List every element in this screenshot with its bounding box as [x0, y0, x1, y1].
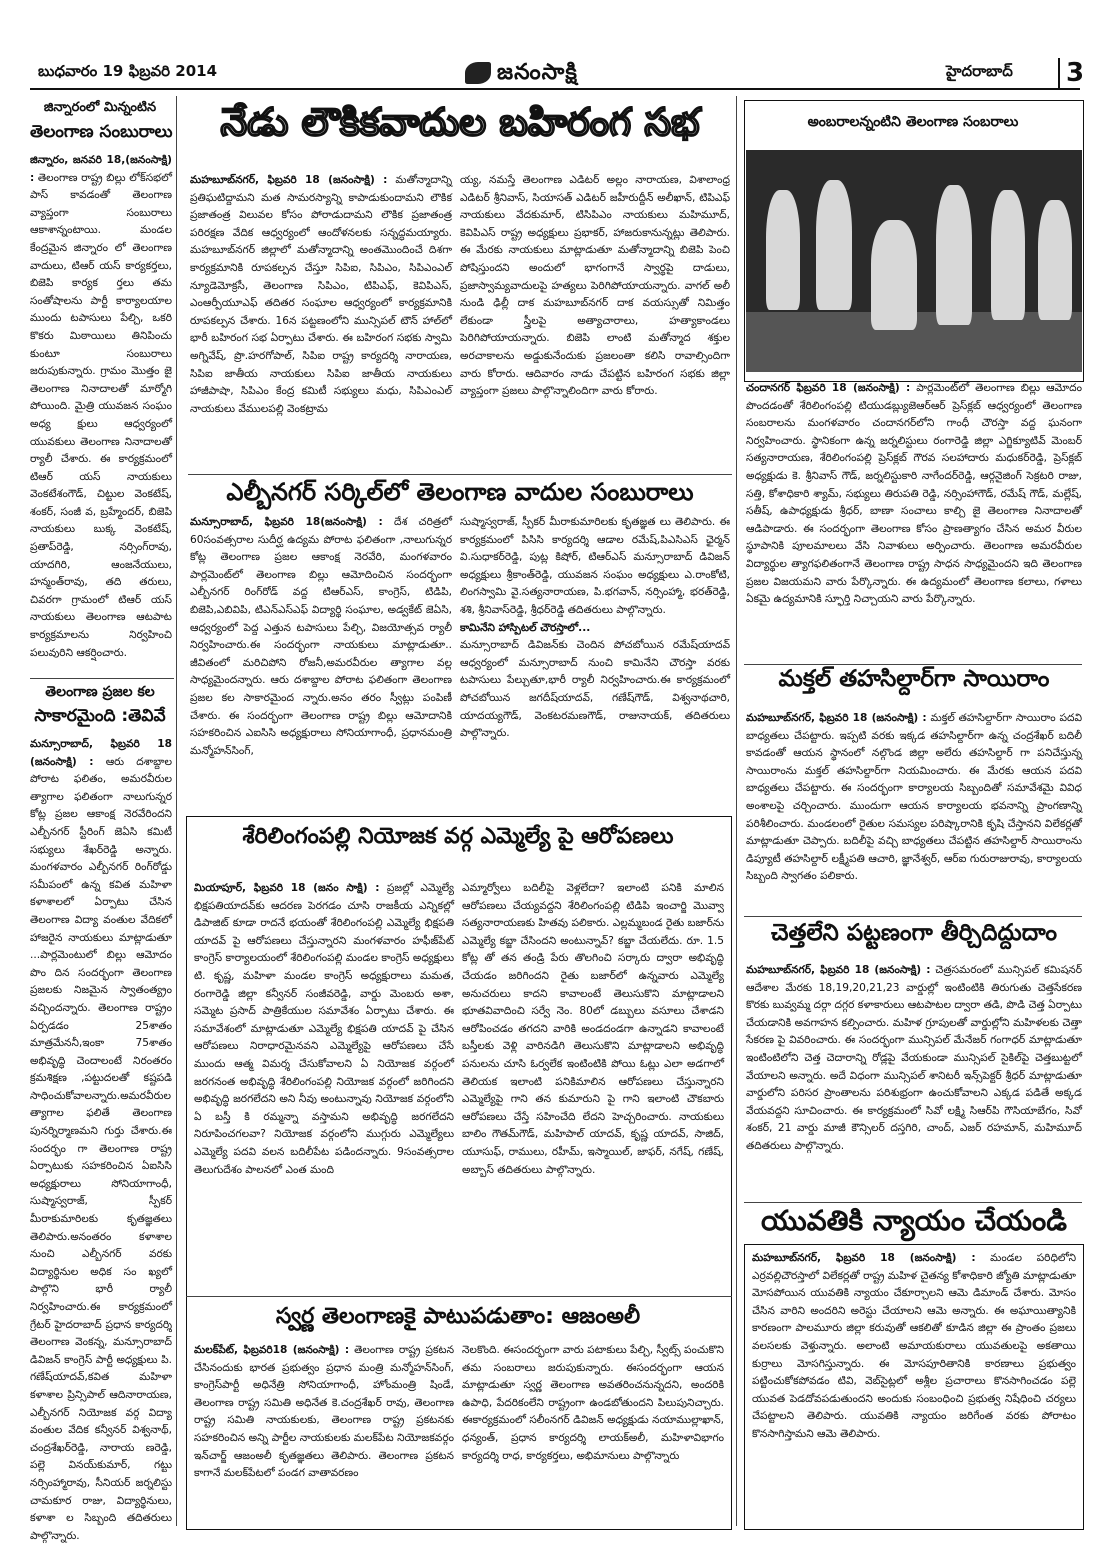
- dateline: మహబూబ్‌నగర్, ఫిబ్రవరి 18 (జనంసాక్షి) :: [746, 712, 927, 724]
- justice-headline: యువతికి న్యాయం చేయండి: [761, 1204, 1067, 1237]
- dateline: చందానగర్ ఫిబ్రవరి 18 (జనంసాక్షి) :: [746, 382, 911, 394]
- left-headline-2a: తెలంగాణ ప్రజల కల: [45, 684, 155, 700]
- section-rule: [30, 678, 174, 679]
- article-body: ప్రజల్లో ఎమ్మెల్యే భిక్షపతియాదవ్‌కు ఆదరణ పెరగడం చూసి రాజకీయ ఎన్నికల్లో డిపాజిట్ కూడా రాదనే భయంతో శేరిలింగంపల్లి ఎమ్మెల్యే భిక్షపతి యాదవ్ పై ఆరోపణలు చేస్తున్నారని మంగళవారం హఫీజ్‌పేట్ కాంగ్రెస్ కార్యాలయంలో శేరిలింగంపల్లి మండల కాంగ్రెస్ అధ్యక్షులు టి. కృష్ణ, మహిళా మండల కాంగ్రెస్ అధ్యక్షురాలు మమత, రంగారెడ్డి జిల్లా కన్వీనర్ సంజీవరెడ్డి, వార్డు మెంబరు అశా, సమ్మెట ప్రసాద్ పాత్రికేయుల సమావేశం ఏర్పాటు చేశారు. ఈ సమావేశంలో మాట్లాడుతూ ఎమ్మెల్యే భిక్షపతి యాదవ్ పై చేసిన ఆరోపణలు నిరాధారమైనవని ఎమ్మెల్యేపై ఆరోపణలు చేసే ముందు ఆత్మ విమర్శ చేసుకోవాలని ఏ నియోజక వర్గంలో జరగనంత అభివృద్ధి శేరిలింగంపల్లి నియోజక వర్గంలో జరిగిందని అభివృద్ధి జరగలేదని అని నీవు అంటున్నావు నియోజక వర్గంలోని ఏ బస్తీ కి రమ్మన్నా వస్తామని అభివృద్ధి జరగలేదని నిరూపించగలవా? నియోజక వర్గంలోని ముగ్గురు ఎమ్మెల్యేలు ఎమ్మెల్యే పదవి వలన బదిలీపేట పడిందన్నారు. 9సంవత్సరాల తెలుగుదేశం పాలనలో ఎంత మంది: [194, 882, 454, 1176]
- left-kicker: జిన్నారంలో మిన్నంటిన: [43, 100, 157, 115]
- lbnagar-article-col1: [190, 514, 452, 806]
- section-rule: [188, 474, 732, 475]
- article-body: సుష్మాస్వరాజ్, స్పీకర్ మీరాకుమారిలకు కృతజ్ఞత లు తెలిపారు. ఈ కార్యక్రమంలో పిసిసి కార్యదర్శి ఆడాల రమేష్,పిఎసిఎస్ ఛైర్మన్ వి.సుధాకర్‌రెడ్డి, పుట్ల కిషోర్, టిఆర్ఎస్ మన్సూరాబాద్ డివిజన్ అధ్యక్షులు శ్రీకాంత్‌రెడ్డి, యువజన సంఘం అధ్యక్షులు ఎ.రాంకోటి, లింగస్వామి వై.సత్యనారాయణ, పి.భగవాన్, నర్సింహ్మా, భరత్‌రెడ్డి, శశి, శ్రీనివాస్‌రెడ్డి, శ్రీధర్‌రెడ్డి తదితరులు పాల్గొన్నారు.: [460, 516, 730, 616]
- garbage-article: [746, 962, 1082, 1196]
- article-body: నెలకొంది. ఈసందర్భంగా వారు పటాకులు పేల్చి, స్వీట్స్ పంచుకొని తమ సంబరాలు జరుపుకున్నారు. ఈసందర్భంగా ఆయన మాట్లాడుతూ స్వర్ణ తెలంగాణ అవతరించనున్నదని, అందరికి ఉపాధి, పేదరికంలేని రాష్ట్రంగా ఉండబోతుందని పిలుపునిచ్చారు. ఈకార్యక్రమంలో సలీంనగర్ డివిజన్ అధ్యక్షుడు నయాముల్లాఖాన్, ధన్యంత్, ప్రధాన కార్యదర్శి లాయక్‌అలీ, మహిళావిభాగం కార్యదర్శి రాధ, కార్యకర్తలు, అభిమానులు పాల్గొన్నారు: [462, 1344, 724, 1462]
- photo-article: [746, 380, 1082, 660]
- celebration-photo: [746, 150, 1082, 372]
- article-body: తెలంగాణ రాష్ట్ర బిల్లు లోక్‌సభలో పాస్ కావడంతో తెలంగాణ వ్యాప్తంగా సంబురాలు ఆకాశాన్నంటాయి. మండల కేంద్రమైన జిన్నారం లో తెలంగాణ వాదులు, టిఆర్ యస్ కార్యకర్తలు, బిజెపి కార్యక ర్తలు తమ సంతోషాలను పార్టీ కార్యాలయాల ముందు టపాసులు పేల్చి, ఒకరి కొకరు మిఠాయిలు తినిపించు కుంటూ సంబురాలు జరుపుకున్నారు. గ్రామం మొత్తం జై తెలంగాణ నినాదాలతో మార్మోగి పోయింది. మైత్రి యువజన సంఘం అధ్య క్షులు ఆధ్వర్యంలో యువకులు తెలంగాణ నినాదాలతో ర్యాలీ చేశారు. ఈ కార్యక్రమంలో టిఆర్ యస్ నాయకులు వెంకటేశంగౌడ్, చిట్టుల వెంకటేష్, శంకర్, సంజీ వ, బ్రహ్మేందర్, బిజెపి నాయకులు బుక్క వెంకటేష్, ప్రతాప్‌రెడ్డి, నర్సింగ్‌రావు, యాదగిరి, ఆంజనేయులు, హన్మంత్‌రావు, తది తరులు, చివరగా గ్రామంలో టిఆర్ యస్ నాయకులు తెలంగాణ ఆటపాట కార్యక్రమాలను నిర్వహించి పలువురిని ఆకర్షించారు.: [30, 171, 172, 659]
- dateline: జిన్నారం, జనవరి 18,(జనంసాక్షి) :: [30, 154, 172, 184]
- lbnagar-headline: ఎల్బీనగర్ సర్కిల్‌లో తెలంగాణ వాదుల సంబురాలు: [226, 478, 694, 506]
- maktal-article: [746, 710, 1082, 910]
- sheri-article-col1: [194, 880, 454, 1288]
- sherilingampally-headline: శేరిలింగంపల్లి నియోజక వర్గ ఎమ్మెల్యే పై ఆరోపణలు: [242, 824, 674, 849]
- dateline: మన్సూరాబాద్, ఫిబ్రవరి 18(జనంసాక్షి) :: [190, 516, 383, 528]
- swarna-article-col2: [462, 1342, 724, 1522]
- left-headline: తెలంగాణ సంబురాలు: [30, 122, 173, 142]
- top-article-col2: [460, 172, 730, 468]
- issue-date: బుధవారం 19 ఫిబ్రవరి 2014: [38, 62, 218, 80]
- section-rule: [744, 664, 1082, 665]
- section-rule: [744, 916, 1082, 917]
- article-body: మండల పరిధిలోని ఎర్రవల్లిచౌరస్తాలో విలేకర్లతో రాష్ట్ర మహిళ చైతన్య కోశాధికారి జ్యోతి మాట్లాడుతూ మోసపోయిన యువతికి న్యాయం చేకూర్చాలని ఆమె డిమాండ్ చేశారు. మోసం చేసిన వారిని అందరిని అరెస్టు చేయాలని ఆమె అన్నారు. ఈ అఘాయిత్యానికి కారణంగా పాలమూరు జిల్లా కరువుతో ఆకలితో కూడిన జిల్లా ఈ ప్రాంతం ప్రజలు వలసలకు వెళ్తున్నారు. అలాంటి అమాయకురాలు యువతులపై అకతాయి కుర్రాలు మోసగిస్తున్నారు. ఈ మోసపూరితానికి కారణాలు ప్రభుత్వం పట్టించుకోకపోవడం టివి, వెబ్‌సైట్లలో అశ్లీల ప్రచారాలు కొనసాగించడం పల్లె యువత పెడదోవపడుతుందని అందుకు సంబంధించి ప్రభుత్వ నిషేధించి చర్యలు చేపట్టాలని తెలిపారు. యువతికి న్యాయం జరిగేంత వరకు పోరాటం కొనసాగిస్తామని ఆమె తెలిపారు.: [752, 1252, 1077, 1440]
- swarna-article-col1: [194, 1342, 454, 1522]
- article-body: య్య, నమస్తే తెలంగాణ ఎడిటర్ అల్లం నారాయణ, విశాలాంధ్ర ఎడిటర్ శ్రీనివాస్, సియాసత్ ఎడిటర్ జహీరుద్దీన్ అలీఖాన్, టిపిఎఫ్ నాయకులు వేదకుమార్, టిసిపిఎం నాయకులు మహిమూద్, కెవిపిఎస్ రాష్ట్ర అధ్యక్షులు ప్రభాకర్, హాజరుకానున్నట్లు తెలిపారు. ఈ మేరకు నాయకులు మాట్లాడుతూ మతోన్మాదాన్ని బిజెపి పెంచి పోషిస్తుందని అందులో భాగంగానే స్వార్థపై దాడులు, ప్రజాస్వామ్యవాదులపై హత్యలు పెరిగిపోయాయన్నారు. వాగల్ అలీ నుండి ఢిల్లీ దాక మహబూబ్‌నగర్ దాక వయస్సుతో నిమిత్తం లేకుండా స్త్రీలపై అత్యాచారాలు, హత్యాకాండలు పెరిగిపోయాయన్నారు. బిజెపి లాంటి మతోన్మాద శక్తుల అరచాకాలను అడ్డుకునేందుకు ప్రజలంతా కలిసి రావాల్సిందిగా వారు కోరారు. ఆదివారం నాడు చేపట్టిన బహిరంగ సభకు జిల్లా వ్యాప్తంగా ప్రజలు పాల్గొన్నాలిందిగా వారు కోరారు.: [460, 174, 730, 398]
- article-body: దేశ చరిత్రలో 60సంవత్సరాల సుదీర్ఘ ఉద్యమ పోరాట ఫలితంగా ,నాలుగున్నర కోట్ల తెలంగాణ ప్రజల ఆకాంక్ష నెరవేరి, మంగళవారం పార్లమెంట్‌లో తెలంగాణ బిల్లు ఆమోదించిన సందర్భంగా ఎల్బీనగర్ రింగ్‌రోడ్ వద్ద టిఆర్ఎస్, కాంగ్రెస్, టిడిపి, బిజెపి,ఎబివిపి, టిఎన్ఎస్ఎఫ్ విద్యార్థి సంఘాల, అడ్వకేట్ జెఏసి, ఆధ్వర్యంలో పెద్ద ఎత్తున టపాసులు పేల్చి, విజయోత్సవ ర్యాలీ నిర్వహించారు.ఈ సందర్భంగా నాయకులు మాట్లాడుతూ.. జీవితంలో మరిచిపోని రోజనీ,అమరవీరుల త్యాగాల వల్ల సాధ్యమైందన్నారు. ఆరు దశాబ్దాల పోరాట ఫలితంగా తెలంగాణ ప్రజల కల సాకారమైంద న్నారు.అనం తరం స్వీట్లు పంపిణీ చేశారు. ఈ సందర్భంగా తెలంగాణ రాష్ట్ర బిల్లు ఆమోదానికి సహకరించిన ఎఐసిసి అధ్యక్షురాలు సోనియాగాంధీ, ప్రధానమంత్రి మన్మోహన్‌సింగ్,: [190, 516, 453, 757]
- article-body: మక్తల్ తహసిల్దార్‌గా సాయిరాం పదవి బాధ్యతలు చేపట్టారు. ఇప్పటి వరకు ఇక్కడ తహసిల్దార్‌గా ఉన్న చంద్రశేఖర్ బదిలీ కావడంతో ఆయన స్థానంలో నల్గొండ జిల్లా అలేరు తహసిల్దార్ గా పనిచేస్తున్న సాయిరాంను మక్తల్ తహసిల్దార్‌గా నియమించారు. ఈ మేరకు ఆయన పదవి బాధ్యతలు చేపట్టారు. ఈ సందర్భంగా కార్యాలయ సిబ్బందితో సమావేశమై వివిధ అంశాలపై చర్చించారు. ముందుగా ఆయన కార్యాలయ భవనాన్ని ప్రాంగణాన్ని పరిశీలించారు. మండలంలో రైతుల సమస్యల పరిష్కారానికి కృషి చేస్తానని విలేకర్లతో మాట్లాడుతూ చెప్పారు. బదిలీపై వచ్చి బాధ్యతలు చేపట్టిన తహసిల్దార్ సాయిరాంను డిప్యూటీ తహసిల్దార్ లక్ష్మీపతి ఆచారి, జ్ఞానేశ్వర్, ఆర్‌ఐ గురురాజురావు, కార్యాలయ సిబ్బంది స్వాగతం పలికారు.: [746, 712, 1083, 883]
- person-figure: [871, 220, 917, 330]
- newspaper-logo: [465, 60, 578, 90]
- top-article-col1: [190, 172, 452, 468]
- maktal-headline: మక్తల్ తహసిల్దార్‌గా సాయిరాం: [778, 666, 1050, 692]
- dateline: మియాపూర్, ఫిబ్రవరి 18 (జనం సాక్షి) :: [194, 882, 380, 894]
- person-figure: [816, 180, 852, 310]
- logo-mark-icon: [465, 62, 491, 84]
- section-rule: [744, 1202, 1082, 1203]
- top-headline: నేడు లౌకికవాదుల బహిరంగ సభ: [220, 100, 700, 144]
- page-number: 3: [1058, 58, 1084, 88]
- logo-text: జనంసాక్షి: [497, 60, 578, 85]
- section-rule: [186, 1296, 732, 1297]
- justice-article: [752, 1250, 1076, 1522]
- dateline: మహబూబ్‌నగర్, ఫిబ్రవరి 18 (జనంసాక్షి) :: [752, 1252, 976, 1264]
- left-article: [30, 152, 172, 672]
- article-body: ఆరు దశాబ్దాల పోరాట ఫలితం, అమరవీరుల త్యాగాల ఫలితంగా నాలుగున్నర కోట్ల ప్రజల ఆకాంక్ష నెరవేరిందని ఎల్బీనగర్ స్టీరింగ్ జెఏసి కమిటీ సభ్యులు శేఖర్‌రెడ్డి అన్నారు. మంగళవారం ఎల్బీనగర్ రింగ్‌రోడ్డు సమీపంలో ఉన్న కవిత మహిళా కళాశాలలో ఏర్పాటు చేసిన తెలంగాణ విద్యా వంతుల వేదికలో హాజరైన నాయకులు మాట్లాడుతూ ...పార్లమెంటులో బిల్లు ఆమోదం పొం దిన సందర్భంగా తెలంగాణ ప్రజలకు నిజమైన స్వాతంత్య్రం వచ్చిందన్నారు. తెలంగాణ రాష్ట్రం ఏర్పడడం 25శాతం మాత్రమేననీ,ఇంకా 75శాతం అభివృద్ధి చెందాలంటే నిరంతరం క్రమశిక్షణ ,పట్టుదలతో కష్టపడి సాధించుకోవాలన్నారు.అమరవీరుల త్యాగాల ఫలితే తెలంగాణ పునర్నిర్మాణమని గుర్తు చేశారు.ఈ సందర్భం గా తెలంగాణ రాష్ట్ర ఏర్పాటుకు సహకరించిన ఏఐసిసి అధ్యక్షురాలు సోనియాగాంధీ, సుష్మాస్వరాజ్, స్పీకర్ మీరాకుమారిలకు కృతజ్ఞతలు తెలిపారు.అనంతరం కళాశాల నుంచి ఎల్బీనగర్ వరకు విద్యార్థినుల అధిక సం ఖ్యలో పాల్గొని భారీ ర్యాలీ నిర్వహించారు.ఈ కార్యక్రమంలో గ్రేటర్ హైదరాబాద్ ప్రధాన కార్యదర్శి తెలంగాణ వెంకన్న, మన్సూరాబాద్ డివిజన్ కాంగ్రెస్ పార్టీ అధ్యక్షులు పి. గణేష్‌యాదవ్,కవిత మహిళా కళాశాల ప్రిన్సిపాల్ ఆదినారాయణ, ఎల్బీనగర్ నియోజక వర్గ విద్యా వంతుల వేదిక కన్వీనర్ విశ్వనాథ్, చంద్రశేఖర్‌రెడ్డి, నారాయ ణరెడ్డి, పల్లె వినయ్‌కుమార్, గట్టు నర్సింహ్మారావు, సీనియర్ జర్నలిస్టు చామకూర రాజు, విద్యార్థినులు, కళాశా ల సిబ్బంది తదితరులు పాల్గొన్నారు.: [30, 755, 172, 1542]
- subhead: కామినేని హాస్పిటల్ చౌరస్తాలో...: [460, 621, 591, 634]
- article-body: చెత్రసమరంలో మున్సిపల్ కమిషనర్ ఆదేశాల మేరకు 18,19,20,21,23 వార్డుల్లో ఇంటింటికి తిరుగుతు చెత్తసేకరణ కొరకు బువ్వమ్మ దర్గా దగ్గర కళాకారులు ఆటపాటల ద్వారా తడి, పొడి చెత్త ఏర్పాటు చేయడానికి అవగాహన కల్పించారు. మహిళ గ్రూపులతో వార్డుల్లోని మహిళలకు చెత్తా సేకరణ పై వివరించారు. ఈ సందర్భంగా మున్సిపల్ మేనేజర్ గంగాధర్ మాట్లాడుతూ ఇంటింటిలోని చెత్త చెదారాన్ని రోడ్లపై వేయకుండా మున్సిపల్ సైకిల్‌పై చెత్తబుట్టలో వేయాలని అన్నారు. అదే విధంగా మున్సిపల్ శానిటరీ ఇన్స్‌పెక్టర్ శ్రీధర్ మాట్లాడుతూ వార్డులోని పరిసర ప్రాంతాలను పరిశుభ్రంగా ఉంచుకోవాలని ఎక్కడ పడితే అక్కడ వేయవద్దని సూచించారు. ఈ కార్యక్రమంలో సివో లక్ష్మి సిఆర్‌పి గౌసియాబేగం, సివో శంకర్, 21 వార్డు మాజీ కౌన్సిలర్ దస్తగిరి, చాంద్, ఎజర్ రహమాన్, మహిమూద్ తదితరులు పాల్గొన్నారు.: [746, 964, 1083, 1152]
- masthead-rule: [30, 88, 1080, 90]
- garbage-headline: చెత్తలేని పట్టణంగా తీర్చిదిద్దుదాం: [770, 920, 1058, 946]
- column-divider: [176, 96, 177, 1526]
- article-body: మన్సూరాబాద్ డివిజన్‌కు చెందిన పోచబోయిన రమేష్‌యాదవ్ ఆధ్వర్యంలో మన్సూరాబాద్ నుంచి కామినేని చౌరస్తా వరకు టపాసులు పేల్చుతూ,భారీ ర్యాలీ నిర్వహించారు.ఈ కార్యక్రమంలో పోచబోయిన జగదీష్‌యాదవ్, గణేష్‌గౌడ్, విశ్వనాథచారి, యాదయ్యగౌడ్, వెంకటరమణగౌడ్, రాజునాయక్, తదితరులు పాల్గొన్నారు.: [460, 639, 730, 740]
- column-divider: [736, 96, 737, 1526]
- person-figure: [1038, 200, 1072, 320]
- left-article-2: [30, 736, 172, 1542]
- person-figure: [936, 185, 972, 325]
- person-figure: [991, 190, 1025, 320]
- left-headline-2b: సాకారమైంది :తెవివే: [34, 706, 166, 726]
- edition-city: హైదరాబాద్: [946, 62, 1013, 80]
- photo-caption-headline: అంబరాలన్నంటిని తెలంగాణ సంబరాలు: [807, 114, 1019, 130]
- sheri-article-col2: [462, 880, 724, 1288]
- dateline: మలక్‌పేట్, ఫిబ్రవరి18 (జనంసాక్షి) :: [194, 1344, 350, 1356]
- dateline: మహబూబ్‌నగర్, ఫిబ్రవరి 18 (జనంసాక్షి) :: [746, 964, 931, 976]
- lbnagar-article-col2: [460, 514, 730, 806]
- dateline: మహబూబ్‌నగర్, ఫిబ్రవరి 18 (జనంసాక్షి) :: [190, 174, 388, 186]
- person-figure: [766, 190, 800, 310]
- swarna-headline: స్వర్ణ తెలంగాణకై పాటుపడుతాం: ఆజంఅలీ: [275, 1304, 641, 1329]
- article-body: ఎమ్మార్వోలు బదిలీపై వెళ్లలేదా? ఇలాంటి పనికి మాలిన ఆరోపణలు చేయ్యవద్దని శేరిలింగంపల్లి టిడిపి ఇంచార్జి మొవ్వా సత్యనారాయణకు హితవు పలికారు. ఎల్లమ్మబండ రైతు బజార్‌ను ఎమ్మెల్యే కబ్జా చేసిందని అంటున్నావ్? కబ్జా చేయలేదు. రూ. 1.5 కోట్ల తో తన తండ్రి పేరు తొలగించి సర్కారు ద్వారా అభివృద్ధి చేయడం జరిగిందని రైతు బజార్‌లో ఉన్నవారు ఎమ్మెల్యే అనుచరులు కాదని కావాలంటే తెలుసుకొని మాట్లాడాలని భూతవివాదించి సర్వే నెం. 80లో డబ్బులు వసూలు చేశాడని ఆరోపించడం తగదని వారికి అండదండగా ఉన్నాడని కావాలంటే బస్తీలకు వెళ్లి వారినడిగి తెలుసుకొని మాట్లాడాలని అభివృద్ధి పనులను చూసి ఓర్వలేక ఇంటింటికి పోయి ఓట్లు ఎలా అడగాలో తెలియక ఇలాంటి పనికిమాలిన ఆరోపణలు చేస్తున్నారని ఎమ్మెల్యేపై గాని తన కుమారుని పై గాని ఇలాంటి చౌకబారు ఆరోపణలు చేస్తే సహించేది లేదని హెచ్చరించారు. నాయకులు బాలిం గౌతమ్‌గౌడ్, మహిపాల్ యాదవ్, కృష్ణ యాదవ్, సాజిద్, యూసుఫ్, రాములు, రహీమ్, ఇస్మాయిల్, జాఫర్, నగేష్, గణేష్, అబ్బాస్ తదితరులు పాల్గొన్నారు.: [462, 882, 724, 1176]
- masthead: [0, 0, 1100, 92]
- dateline: మన్సూరాబాద్, ఫిబ్రవరి 18 (జనంసాక్షి) :: [30, 738, 172, 768]
- article-body: తెలంగాణ రాష్ట్ర ప్రకటన చేసినందుకు భారత ప్రభుత్వం ప్రధాన మంత్రి మన్మోహన్‌సింగ్, కాంగ్రెస్‌పార్టీ అధినేత్రి సోనియాగాంధీ, హోంమంత్రి షిండే, తెలంగాణ రాష్ట్ర సమితి అధినేత కె.చంద్రశేఖర్ రావు, తెలంగాణ రాష్ట్ర సమితి నాయకులకు, తెలంగాణ రాష్ట్ర ప్రకటనకు సహకరించిన అన్ని పార్టీల నాయకులకు మలక్‌పేట నియోజకవర్గం ఇన్‌చార్జ్ ఆజంఅలీ కృతజ్ఞతలు తెలిపారు. తెలంగాణ ప్రకటన కాగానే మలక్‌పేటలో పండగ వాతావరణం: [194, 1344, 454, 1480]
- article-body: పార్లమెంట్‌లో తెలంగాణ బిల్లు ఆమోదం పొందడంతో శేరిలింగంపల్లి టియుడబ్ల్యుజెఆర్ఆర్ ప్రెస్‌క్లబ్ ఆధ్వర్యంలో తెలంగాణ సంబరాలను మంగళవారం చందానగర్‌లోని గాంధీ చౌరస్తా వద్ద ఘనంగా నిర్వహించారు. స్థానికంగా ఉన్న జర్నలిస్టులు రంగారెడ్డి జిల్లా ఎగ్జిక్యూటివ్ మెంబర్ సత్యనారాయణ, శేరిలింగంపల్లి ప్రెస్‌క్లబ్ గౌరవ సలహాదారు మధుకర్‌రెడ్డి, ప్రెస్‌క్లబ్ అధ్యక్షుడు కె. శ్రీనివాస్ గౌడ్, జర్నలిస్టుకారి నాగేందర్‌రెడ్డి, ఆర్గనైజింగ్ సెక్రటరి రాజు, సత్తి, కోశాధికారి శ్యామ్, సభ్యులు తిరుపతి రెడ్డి, నర్సింహాగౌడ్, రమేష్ గౌడ్, మల్లేష్, సతీష్, ఉపాధ్యక్షుడు శ్రీధర్, బాణా సంచాలు కాల్చి జై తెలంగాణ నినాదాలతో ఆడిపాడారు. ఈ సందర్భంగా తెలంగాణ కోసం ప్రాణత్యాగం చేసిన అమర వీరుల స్థూపానికి పూలమాలలు వేసి నివాళులు అర్పించారు. తెలంగాణ అమరవీరుల విద్యార్థుల త్యాగఫలితంగానే తెలంగాణ రాష్ట్ర సాధన సాధ్యమైందని ఇది తెలంగాణ ప్రజల విజయమని వారు పేర్కొన్నారు. ఈ ఉద్యమంలో తెలంగాణ కలాలు, గళాలు ఏకమై ఉద్యమానికి స్ఫూర్తి నిచ్చాయని వారు పేర్కొన్నారు.: [746, 382, 1082, 606]
- article-body: మతోన్మాదాన్ని ప్రతిఘటిద్దామని మత సామరస్యాన్ని కాపాడుకుందామని లౌకిక ప్రజాతంత్ర విలువల కోసం పోరాడుదామని లౌకిక ప్రజాతంత్ర పరిరక్షణ వేదిక ఆధ్వర్యంలో ఆందోళనలకు సన్నద్ధమయ్యారు. మహబూబ్‌నగర్ జిల్లాలో మతోన్మాదాన్ని అంతమొందించే దిశగా కార్యక్రమానికి రూపకల్పన చేస్తూ సిపిఐ, సిపిఎం, సిపిఎంఎల్ న్యూడెమోక్రసీ, తెలంగాణ సిపిఎం, టిపిఎఫ్, కెవిపిఎస్, ఎంఆర్పీయూఎఫ్ తదితర సంఘాల ఆధ్వర్యంలో కార్యక్రమానికి రూపకల్పన చేశారు. 16న పట్టణంలోని మున్సిపల్ టౌన్ హాల్‌లో భారీ బహిరంగ సభ ఏర్పాటు చేశారు. ఈ బహిరంగ సభకు స్వామి అగ్నివేష్, ప్రొ.హరగోపాల్, సిపిఐ రాష్ట్ర కార్యదర్శి నారాయణ, సిపిఐ జాతీయ నాయకులు సిపిఐ జాతీయ నాయకులు హాజీపాషా, సిపిఎం కేంద్ర కమిటీ సభ్యులు మధు, సిపిఎంఎల్ నాయకులు వేములపల్లి వెంకట్రామ: [190, 174, 452, 415]
